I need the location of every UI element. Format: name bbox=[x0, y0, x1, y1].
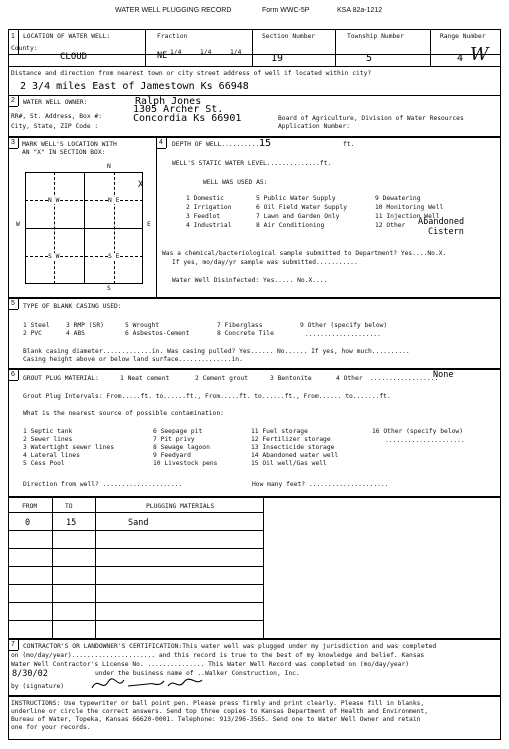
section-7-number: 7 bbox=[11, 641, 15, 648]
grout-bentonite: 3 Bentonite bbox=[270, 375, 312, 382]
static-water-level: WELL'S STATIC WATER LEVEL..............ft. bbox=[172, 160, 332, 167]
section-2-number: 2 bbox=[11, 97, 15, 104]
casing-height: Casing height above or below land surface..............in. bbox=[23, 356, 243, 363]
certification-line-3: Water Well Contractor's License No. ............... This Water Well Record was completed on (mo/day/year) bbox=[11, 661, 410, 668]
section-3-number: 3 bbox=[11, 139, 15, 146]
use-air-conditioning: 8 Air Conditioning bbox=[256, 222, 325, 229]
how-many-feet: How many feet? ..................... bbox=[252, 481, 389, 488]
grout-other-value: None bbox=[433, 370, 454, 380]
compass-south: S bbox=[107, 285, 111, 292]
form-number: Form WWC-5P bbox=[262, 7, 310, 14]
sample-date: If yes, mo/day/yr sample was submitted........... bbox=[172, 259, 358, 266]
use-other-value-1: Abandoned bbox=[418, 217, 465, 227]
fraction-quarter-3: 1/4 bbox=[230, 49, 242, 56]
row-material-value: Sand bbox=[128, 518, 149, 528]
mark-location-label-1: MARK WELL'S LOCATION WITH bbox=[22, 141, 117, 148]
section-5-number: 5 bbox=[11, 300, 15, 307]
grout-cement-grout: 2 Cement grout bbox=[195, 375, 249, 382]
source-livestock-pens: 10 Livestock pens bbox=[153, 460, 218, 467]
owner-label: WATER WELL OWNER: bbox=[23, 99, 88, 106]
section-number-value: 19 bbox=[271, 53, 284, 64]
well-used-as-label: WELL WAS USED AS: bbox=[203, 179, 268, 186]
fraction-quarter-2: 1/4 bbox=[200, 49, 212, 56]
quadrant-nw: N W bbox=[48, 197, 60, 204]
depth-label: DEPTH OF WELL........... bbox=[172, 141, 263, 148]
quadrant-sw: S W bbox=[48, 253, 60, 260]
sample-question: Was a chemical/bacteriological sample submitted to Department? Yes....No.X. bbox=[162, 250, 447, 257]
casing-steel: 1 Steel bbox=[23, 322, 50, 329]
use-feedlot: 3 Feedlot bbox=[186, 213, 221, 220]
section-4-number: 4 bbox=[159, 139, 163, 146]
use-public-water: 5 Public Water Supply bbox=[256, 195, 336, 202]
compass-north: N bbox=[107, 163, 111, 170]
source-oil-gas-well: 15 Oil well/Gas well bbox=[251, 460, 327, 467]
well-location-mark: X bbox=[138, 180, 144, 190]
signature-label: by (signature) bbox=[11, 683, 65, 690]
plugging-table bbox=[8, 497, 501, 639]
address-label: RR#, St. Address, Box #: bbox=[11, 113, 102, 120]
completion-date: 8/30/02 bbox=[12, 669, 48, 679]
source-abandoned-well: 14 Abandoned water well bbox=[251, 452, 339, 459]
casing-wrought: 5 Wrought bbox=[125, 322, 160, 329]
source-sewage-lagoon: 8 Sewage lagoon bbox=[153, 444, 210, 451]
grout-label: GROUT PLUG MATERIAL: bbox=[23, 375, 99, 382]
casing-pvc: 2 PVC bbox=[23, 330, 42, 337]
instructions-line-1: INSTRUCTIONS: Use typewriter or ball point pen. Please press firmly and print clearly. Please fill in blanks, bbox=[11, 700, 425, 707]
col-materials-header: PLUGGING MATERIALS bbox=[146, 503, 215, 510]
section-number-label: Section Number bbox=[262, 33, 316, 40]
fraction-value: NE bbox=[157, 51, 168, 61]
source-feedyard: 9 Feedyard bbox=[153, 452, 191, 459]
use-monitoring: 10 Monitoring Well bbox=[375, 204, 444, 211]
signature-scribble bbox=[88, 672, 208, 694]
mark-location-label-2: AN "X" IN SECTION BOX: bbox=[22, 149, 106, 156]
col-to-header: TO bbox=[65, 503, 73, 510]
well-disinfected: Water Well Disinfected: Yes..... No.X.... bbox=[172, 277, 328, 284]
fraction-quarter-1: 1/4 bbox=[170, 49, 182, 56]
section-6-number: 6 bbox=[11, 371, 15, 378]
compass-west: W bbox=[16, 221, 20, 228]
row-from-value: 0 bbox=[25, 518, 31, 528]
county-value: CLOUD bbox=[60, 52, 88, 62]
address-line-2: Concordia Ks 66901 bbox=[133, 113, 242, 124]
distance-value: 2 3/4 miles East of Jamestown Ks 66948 bbox=[20, 81, 249, 92]
location-label: LOCATION OF WATER WELL: bbox=[23, 33, 111, 40]
use-industrial: 4 Industrial bbox=[186, 222, 232, 229]
quadrant-ne: N E bbox=[108, 197, 120, 204]
owner-name: Ralph Jones bbox=[135, 96, 202, 107]
source-fertilizer-storage: 12 Fertilizer storage bbox=[251, 436, 331, 443]
use-irrigation: 2 Irrigation bbox=[186, 204, 232, 211]
grout-intervals: Grout Plug Intervals: From.....ft. to......ft., From.....ft. to......ft., From...... to.......ft. bbox=[23, 393, 391, 400]
casing-other: 9 Other (specify below) bbox=[300, 322, 388, 329]
instructions-line-4: one for your records. bbox=[11, 724, 91, 731]
contamination-question: What is the nearest source of possible contamination: bbox=[23, 410, 224, 417]
use-other-value-2: Cistern bbox=[428, 227, 464, 237]
grout-neat-cement: 1 Neat cement bbox=[120, 375, 170, 382]
section-1-number: 1 bbox=[11, 33, 15, 40]
casing-asbestos-cement: 6 Asbestos-Cement bbox=[125, 330, 190, 337]
source-watertight-sewer: 3 Watertight sewer lines bbox=[23, 444, 114, 451]
township-label: Township Number bbox=[347, 33, 404, 40]
direction-from-well: Direction from well? ..................... bbox=[23, 481, 183, 488]
source-other: 16 Other (specify below) bbox=[372, 428, 463, 435]
use-domestic: 1 Domestic bbox=[186, 195, 224, 202]
address-line-1: 1305 Archer St. bbox=[133, 104, 224, 115]
source-sewer-lines: 2 Sewer lines bbox=[23, 436, 73, 443]
source-insecticide-storage: 13 Insecticide storage bbox=[251, 444, 335, 451]
compass-east: E bbox=[147, 221, 151, 228]
row-to-value: 15 bbox=[66, 518, 77, 528]
certification-line-1: CONTRACTOR'S OR LANDOWNER'S CERTIFICATION:This water well was plugged under my jurisdiction and was completed bbox=[23, 643, 437, 650]
source-lateral-lines: 4 Lateral lines bbox=[23, 452, 80, 459]
casing-concrete-tile: 8 Concrete Tile bbox=[217, 330, 274, 337]
city-state-zip-label: City, State, ZIP Code : bbox=[11, 123, 99, 130]
range-label: Range Number bbox=[440, 33, 486, 40]
range-value: 4 bbox=[457, 53, 464, 64]
casing-other-blank: .................... bbox=[305, 331, 381, 338]
use-other: 12 Other bbox=[375, 222, 406, 229]
source-fuel-storage: 11 Fuel storage bbox=[251, 428, 308, 435]
casing-diameter: Blank casing diameter.............in. Was casing pulled? Yes...... No...... If yes, how much.......... bbox=[23, 348, 410, 355]
instructions-line-2: underline or circle the correct answers. Send top three copies to Kansas Department of Health and Environment, bbox=[11, 708, 429, 715]
county-label: County: bbox=[11, 45, 38, 52]
col-from-header: FROM bbox=[22, 503, 38, 510]
quadrant-se: S E bbox=[108, 253, 120, 260]
casing-abs: 4 ABS bbox=[66, 330, 85, 337]
grout-other: 4 Other bbox=[336, 375, 363, 382]
board-text: Board of Agriculture, Division of Water Resources bbox=[278, 115, 464, 122]
use-injection: 11 Injection Well bbox=[375, 213, 440, 220]
range-direction-handwritten: W bbox=[470, 44, 489, 65]
use-dewatering: 9 Dewatering bbox=[375, 195, 421, 202]
casing-fiberglass: 7 Fiberglass bbox=[217, 322, 263, 329]
source-seepage-pit: 6 Seepage pit bbox=[153, 428, 203, 435]
source-cess-pool: 5 Cess Pool bbox=[23, 460, 65, 467]
business-name-line: under the business name of ..Walker Construction, Inc. bbox=[95, 670, 300, 677]
source-septic-tank: 1 Septic tank bbox=[23, 428, 73, 435]
source-pit-privy: 7 Pit privy bbox=[153, 436, 195, 443]
distance-label: Distance and direction from nearest town or city street address of well if located within city? bbox=[11, 70, 372, 77]
form-title: WATER WELL PLUGGING RECORD bbox=[115, 7, 232, 14]
casing-type-label: TYPE OF BLANK CASING USED: bbox=[23, 303, 122, 310]
casing-rmp: 3 RMP (SR) bbox=[66, 322, 104, 329]
township-value: 5 bbox=[366, 53, 373, 64]
ksa-reference: KSA 82a-1212 bbox=[337, 7, 383, 14]
depth-value: 15 bbox=[259, 138, 272, 149]
use-oil-field: 6 Oil Field Water Supply bbox=[256, 204, 347, 211]
depth-unit: ft. bbox=[343, 141, 355, 148]
instructions-line-3: Bureau of Water, Topeka, Kansas 66620-0001. Telephone: 913/296-3565. Send one to Water Well Owner and retain bbox=[11, 716, 421, 723]
fraction-label: Fraction bbox=[157, 33, 188, 40]
certification-line-2: on (mo/day/year)...................... and this record is true to the best of my knowledge and belief. Kansas bbox=[11, 652, 425, 659]
use-lawn-garden: 7 Lawn and Garden Only bbox=[256, 213, 340, 220]
application-number-label: Application Number: bbox=[278, 123, 351, 130]
